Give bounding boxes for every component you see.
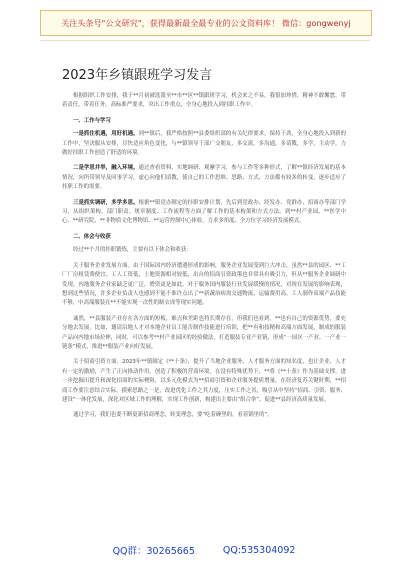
section-heading: 二、体会与收获	[73, 233, 111, 240]
body-paragraph: 关于服务企业发展方面。由于国际国内经济遭遇形成的影响，服务企业发展受到巨大冲击，虽然**县的园区、**工厂厂房租赁费便宜、工人工资低，土地资源相对较低，出台的招商引资政策也非常具有吸引力，但从**服务企业调研中发现，内地服务企业家缺乏更广泛，增资更是如此。对于服务国内服装行业发展缓慢的情况，对现在发展的影响表现，想到这些情况，许多企业负责人也感到不能不准许点出了**新蔬治病需交通物流、运输费用高，工人制作高端产品技能不够，中高端服装在**不能实现一次性的制衣成等现实问题。	[62, 262, 346, 307]
body-paragraph: 根据组织工作安排，我于**月初被选派至**市**区**镇跟班学习，机会来之不易，我很加珍惜，精神不敢懈怠，带着责任，带着任务，高标准严要求，突出工作重点，全身心地投入到挂职工作中。	[62, 93, 346, 109]
qq-text: QQ:535304092	[222, 544, 296, 556]
paragraph-lead: 一是抓住机遇，用好机遇。	[73, 131, 139, 138]
paragraph-text: 通过查看资料、实地调研、观摩学习，参与工作等多种形式，了解**镇经济发展的基本情况，向所带领导及同事学习，虚心向他们请教，使自己的工作思维、思路、方式、方法都有较多的转变，逐步适应了挂职工作的需要。	[62, 165, 346, 191]
body-paragraph	[62, 199, 346, 227]
promo-banner: 关注头条号"公文研究"，获得最新最全最专业的公文资料库！ 微信：gongwenyj	[40, 10, 372, 36]
document-title: 2023年乡镇跟班学习发言	[62, 68, 213, 83]
section-heading: 一、工作与学习	[73, 117, 111, 124]
banner-divider	[40, 40, 370, 41]
document-body	[62, 92, 346, 427]
body-paragraph	[62, 130, 346, 158]
body-paragraph: 通过学习，我们也要不断更新招商理念，转变理念，要“吃着碗里的，看着锅里的”。	[73, 412, 273, 419]
contact-footer	[0, 540, 408, 560]
paragraph-text: 到**镇后，我严格按照**县委组织部的有关纪律要求，保持干劲，全身心地投入到新的工作中，坚决服从安排，尽快适应角色变化，与**镇领导干部广交朋友，多交流，多沟通，多请教，多学，主动学，力做好挂职工作创造了舒适的环境。	[62, 131, 346, 157]
body-paragraph	[62, 164, 346, 192]
paragraph-text: 根据**镇党办制定的挂职安排计划，先后到党政办、经发办、党群办、招商办等部门学习，从组织架构、部门职责、规章制度、工作流程等方面了解工作的基本构架和方式方法，到**村产业园、**医学中心、**研究院、**非物质文化博物馆、**运营控制中心体验，力求多角度、全方位学习经济发展模式。	[62, 199, 346, 225]
paragraph-lead: 三是抓实调研，多学多思。	[73, 199, 139, 206]
qq-group-text: QQ群：30265665	[112, 546, 195, 557]
body-paragraph: 诚然，**县服装产业存在各方面的短板，难点和差距也将长期存在，但我们也看到，**也有自己的资源优势，要充分地去发展。比如，邀请沿地人才对本地企业员工能否制作技能进行培训，把**有和技精和高端方面发展，制成的服装产品向内地市场拉伸，同时，可以参考**村产业园区的经验做法，打造服装专业产业链，形成“一园区一产业、一产业一链条”模式，推进**服装产业向好发展。	[62, 315, 346, 350]
body-paragraph: 关于招商引资方面。2023年**镇制定《**十条》，提升了当地企业服务、人才服务方面的知名度，也让企业、人才有一定的激励，产生了正向推动作用，创造了积极的营商环境。在没有特殊优势下，**将《**十条》作为基础支撑，进一步挖掘出提升和深化招商的实际梗阻，以多元化模式为**招商引资和企业服务提质增量，在经济复苏关键时期，**招商工作要注意结合实际，摸索思路之一是，改进优化工作之其力度，压实工作之其，吸引从中坚持“招商、引资、服务、建设”一体化发展，深化对区域工作的理解，实现工作创新，构建出主要由”组合拳”，促进**县经济高质量发展。	[62, 359, 346, 403]
paragraph-lead: 二是学思并举，融入环境。	[73, 165, 139, 172]
body-paragraph: 经过**个月的挂职锻炼，主要有以下体会和收获：	[73, 247, 192, 254]
